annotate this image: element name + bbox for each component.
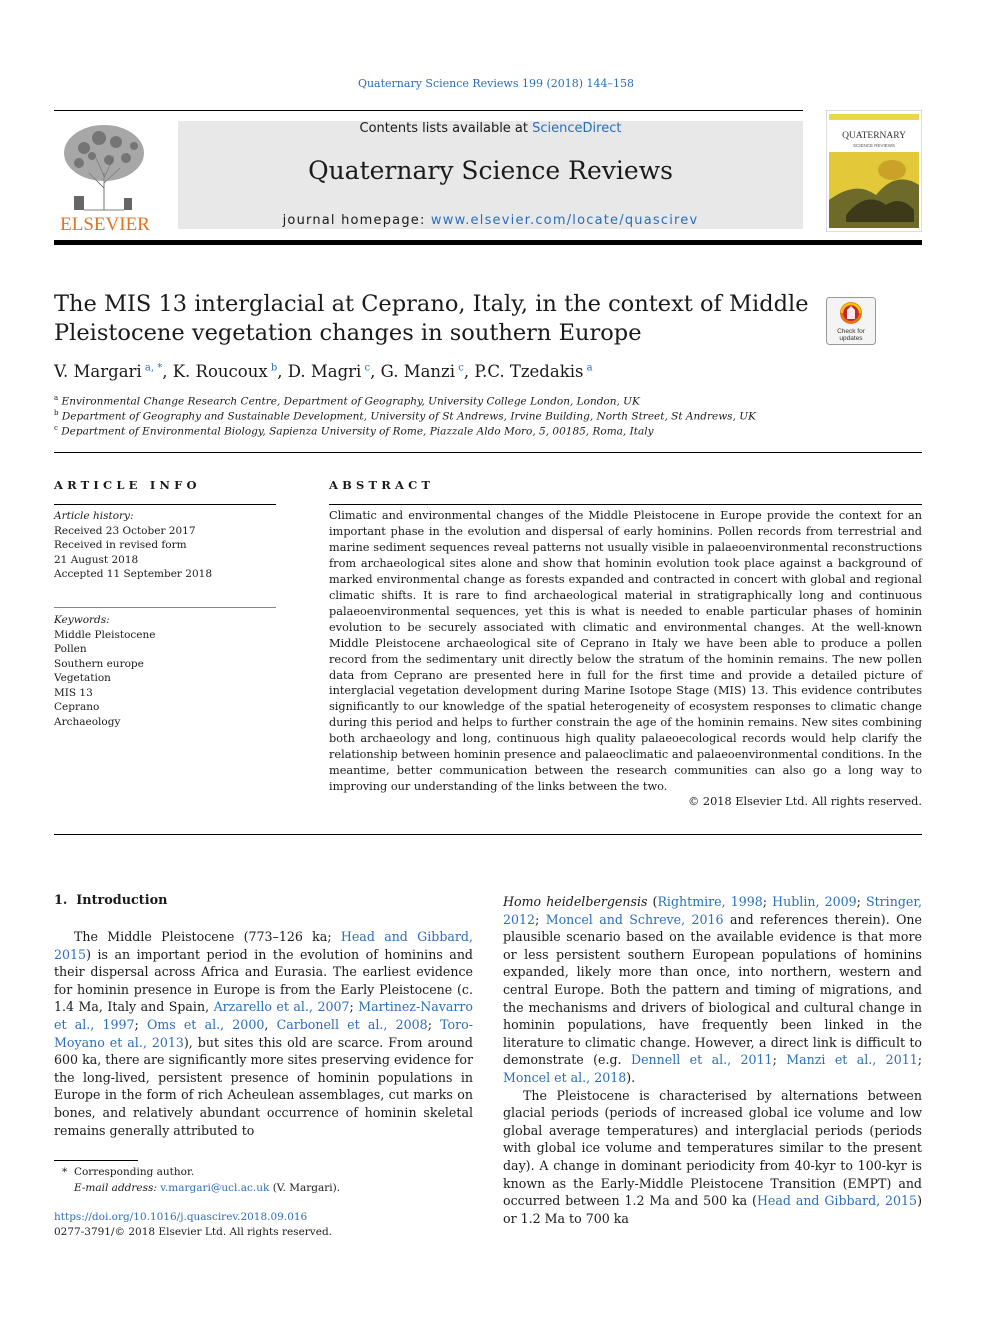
homepage-prefix: journal homepage: bbox=[282, 213, 431, 228]
contents-prefix: Contents lists available at bbox=[359, 121, 533, 136]
abstract-copyright: © 2018 Elsevier Ltd. All rights reserved. bbox=[688, 795, 922, 808]
author-name[interactable]: G. Manzi bbox=[380, 362, 456, 381]
body-column-left bbox=[54, 928, 473, 1139]
article-history bbox=[54, 509, 276, 582]
citation-link[interactable]: Manzi et al., 2011 bbox=[786, 1052, 918, 1068]
keywords-label: Keywords: bbox=[54, 614, 110, 626]
sciencedirect-link[interactable]: ScienceDirect bbox=[532, 121, 622, 136]
citation-link[interactable]: Oms et al., 2000 bbox=[146, 1016, 265, 1032]
author-affiliation-marker[interactable]: a bbox=[583, 362, 593, 374]
keyword: Ceprano bbox=[54, 701, 100, 713]
article-title: The MIS 13 interglacial at Ceprano, Italy, in the context of Middle Pleistocene vegetation changes in southern Europe bbox=[54, 291, 809, 346]
journal-name[interactable]: Quaternary Science Reviews bbox=[308, 156, 673, 185]
crossmark-icon bbox=[826, 297, 876, 345]
homepage-link[interactable]: www.elsevier.com/locate/quascirev bbox=[430, 213, 699, 228]
doi-link[interactable]: https://doi.org/10.1016/j.quascirev.2018.09.016 bbox=[54, 1211, 308, 1223]
affiliation-a: $^a$ Environmental Change Research Centre, Department of Geography, University College London, London, UK bbox=[54, 394, 640, 408]
affiliation-b: $^b$ Department of Geography and Sustainable Development, University of St Andrews, Irvine Building, North Street, St Andrews, UK bbox=[54, 409, 756, 423]
author-name[interactable]: K. Roucoux bbox=[172, 362, 268, 381]
abstract-rule bbox=[329, 504, 922, 505]
cover-subtitle: SCIENCE REVIEWS bbox=[852, 143, 896, 148]
history-item: Received in revised form bbox=[54, 539, 187, 551]
keyword: Vegetation bbox=[54, 672, 111, 684]
publisher-name: ELSEVIER bbox=[60, 214, 150, 234]
author-affiliation-marker[interactable]: b bbox=[267, 362, 278, 374]
author-affiliation-marker[interactable]: a, * bbox=[141, 362, 163, 374]
author-list: V. Margari $^{a, *}$, K. Roucoux $^b$, D. Magri $^c$, G. Manzi $^c$, P.C. Tzedakis $^a$ bbox=[54, 362, 593, 381]
article-info-rule bbox=[54, 504, 276, 505]
author-affiliation-marker[interactable]: c bbox=[455, 362, 464, 374]
email-link[interactable]: v.margari@ucl.ac.uk bbox=[160, 1181, 270, 1194]
keyword: Middle Pleistocene bbox=[54, 628, 156, 641]
keyword: MIS 13 bbox=[54, 686, 93, 699]
section-heading-introduction: 1. Introduction bbox=[54, 893, 168, 908]
history-item: Received 23 October 2017 bbox=[54, 524, 196, 537]
affiliation-c: $^c$ Department of Environmental Biology, Sapienza University of Rome, Piazzale Aldo Moro, 5, 00185, Roma, Italy bbox=[54, 424, 654, 438]
svg-text:updates: updates bbox=[839, 335, 863, 342]
abstract-bottom-rule bbox=[54, 834, 922, 835]
citation-link[interactable]: Martinez-Navarro et al., 1997 bbox=[54, 999, 473, 1032]
cover-title: QUATERNARY bbox=[842, 131, 906, 141]
species-name: Homo heidelbergensis bbox=[503, 894, 648, 909]
paragraph: The Middle Pleistocene (773–126 ka; Head and Gibbard, 2015) is an important period in the evolution of hominins and their dispersal across Africa and Eurasia. The earliest evidence for hominin presence in Europe is from the Early Pleistocene (c. 1.4 Ma, Italy and Spain, Arzarello et al., 2007; Martinez-Navarro et al., 1997; Oms et al., 2000, Carbonell et al., 2008; Toro-Moyano et al., 2013), but sites this old are scarce. From around 600 ka, there are significantly more sites preserving evidence for the long-lived, persistent presence of hominin populations in Europe in the form of rich Acheulean assemblages, cut marks on bones, and relatively abundant occurrence of hominin skeletal remains generally attributed to bbox=[54, 929, 473, 1138]
author-affiliation-marker[interactable]: c bbox=[361, 362, 371, 374]
header-divider bbox=[54, 240, 922, 245]
history-item: 21 August 2018 bbox=[54, 553, 139, 566]
citation-link[interactable]: Toro-Moyano et al., 2013 bbox=[54, 1016, 473, 1050]
citation-link[interactable]: Hublin, 2009 bbox=[772, 894, 857, 909]
elsevier-logo[interactable] bbox=[54, 118, 156, 234]
body-column-right bbox=[503, 893, 922, 1227]
keyword: Pollen bbox=[54, 643, 87, 655]
tree-icon bbox=[54, 118, 156, 234]
citation-link[interactable]: Head and Gibbard, 2015 bbox=[756, 1193, 918, 1209]
abstract-heading: ABSTRACT bbox=[329, 478, 435, 492]
corresponding-author-footnote: * Corresponding author. E-mail address: v.margari@ucl.ac.uk (V. Margari). bbox=[62, 1166, 341, 1194]
footnote-rule bbox=[54, 1160, 138, 1161]
citation-link[interactable]: Stringer, 2012 bbox=[503, 894, 922, 927]
history-item: Accepted 11 September 2018 bbox=[54, 568, 213, 580]
keyword: Archaeology bbox=[54, 715, 121, 728]
svg-text:Check for: Check for bbox=[837, 328, 865, 335]
section-divider bbox=[54, 452, 922, 453]
citation-link[interactable]: Carbonell et al., 2008 bbox=[276, 1016, 428, 1032]
citation-link[interactable]: Moncel and Schreve, 2016 bbox=[545, 911, 724, 927]
keyword: Southern europe bbox=[54, 657, 144, 670]
author-name[interactable]: V. Margari bbox=[54, 362, 142, 381]
paragraph: The Pleistocene is characterised by alternations between glacial periods (periods of increased global ice volume and low global average temperatures) and interglacial periods (periods with global ice volume and temperatures similar to the present day). A change in dominant periodicity from 40-kyr to 100-kyr is known as the Early-Middle Pleistocene Transition (EMPT) and occurred between 1.2 Ma and 500 ka (Head and Gibbard, 2015) or 1.2 Ma to 700 ka bbox=[503, 1087, 922, 1226]
article-info-heading: ARTICLE INFO bbox=[54, 478, 201, 492]
contents-line bbox=[178, 121, 803, 136]
citation-link[interactable]: Moncel et al., 2018 bbox=[503, 1069, 627, 1085]
citation-link[interactable]: Arzarello et al., 2007 bbox=[213, 999, 350, 1015]
citation-link[interactable]: Dennell et al., 2011 bbox=[630, 1052, 773, 1068]
author-name[interactable]: P.C. Tzedakis bbox=[474, 362, 584, 381]
keywords-list bbox=[54, 613, 276, 729]
citation-link[interactable]: Rightmire, 1998 bbox=[657, 894, 763, 909]
abstract-text: Climatic and environmental changes of the Middle Pleistocene in Europe provide the context for an important phase in the evolution and dispersal of early hominins. Pollen records from terrestrial and marine sediment sequences reveal patterns not usually visible in palaeoenvironmental reconstructions from archaeological sites alone and show that hominin evolution took place against a background of marked environmental change as forests expanded and contracted in concert with global and regional climatic shifts. It is rare to find archaeological material in stratigraphically long and continuous palaeoenvironmental sequences, yet this is what is needed to enable particular phases of hominin evolution to be securely associated with climatic and environmental changes. At the well-known Middle Pleistocene archaeological site of Ceprano in Italy we have been able to produce a pollen record from the sedimentary unit directly below the stratum of the hominin remains. The new pollen data from Ceprano are presented here in full for the first time and provide a detailed picture of interglacial vegetation development during Marine Isotope Stage (MIS) 13. This evidence contributes significantly to our knowledge of the spatial heterogeneity of ecosystem responses to climatic change during this period and helps to further constrain the age of the hominin remains. New sites combining both archaeology and long, continuous high quality palaeoecological records would help clarify the relationship between hominin presence and palaeoclimatic and palaeoenvironmental conditions. In the meantime, better communication between the research communities can also go a long way to improving our understanding of the links between the two. bbox=[329, 509, 922, 794]
cover-image bbox=[826, 110, 922, 232]
check-for-updates-badge[interactable] bbox=[826, 297, 876, 345]
keywords-rule bbox=[54, 607, 276, 608]
citation-link[interactable]: Head and Gibbard, 2015 bbox=[54, 929, 473, 962]
paragraph-continued: Homo heidelbergensis (Rightmire, 1998; Hublin, 2009; Stringer, 2012; Moncel and Schreve, 2016 and references therein). One plausible scenario based on the available evidence is that more or less persistent southern European populations of hominins expanded, likely more than once, into northern, western and central Europe. Both the pattern and timing of migrations, and the mechanisms and drivers of biological and cultural change in hominin populations, have frequently been linked in the literature to climatic change. However, a direct link is difficult to demonstrate (e.g. Dennell et al., 2011; Manzi et al., 2011; Moncel et al., 2018). bbox=[503, 894, 922, 1085]
header-rule bbox=[54, 110, 803, 111]
journal-cover-thumbnail[interactable] bbox=[826, 110, 922, 232]
journal-citation[interactable]: Quaternary Science Reviews 199 (2018) 144–158 bbox=[357, 77, 635, 90]
author-name[interactable]: D. Magri bbox=[287, 362, 362, 381]
issn-copyright: 0277-3791/© 2018 Elsevier Ltd. All rights reserved. bbox=[54, 1226, 333, 1238]
homepage-line bbox=[178, 213, 803, 228]
history-label: Article history: bbox=[54, 510, 134, 522]
